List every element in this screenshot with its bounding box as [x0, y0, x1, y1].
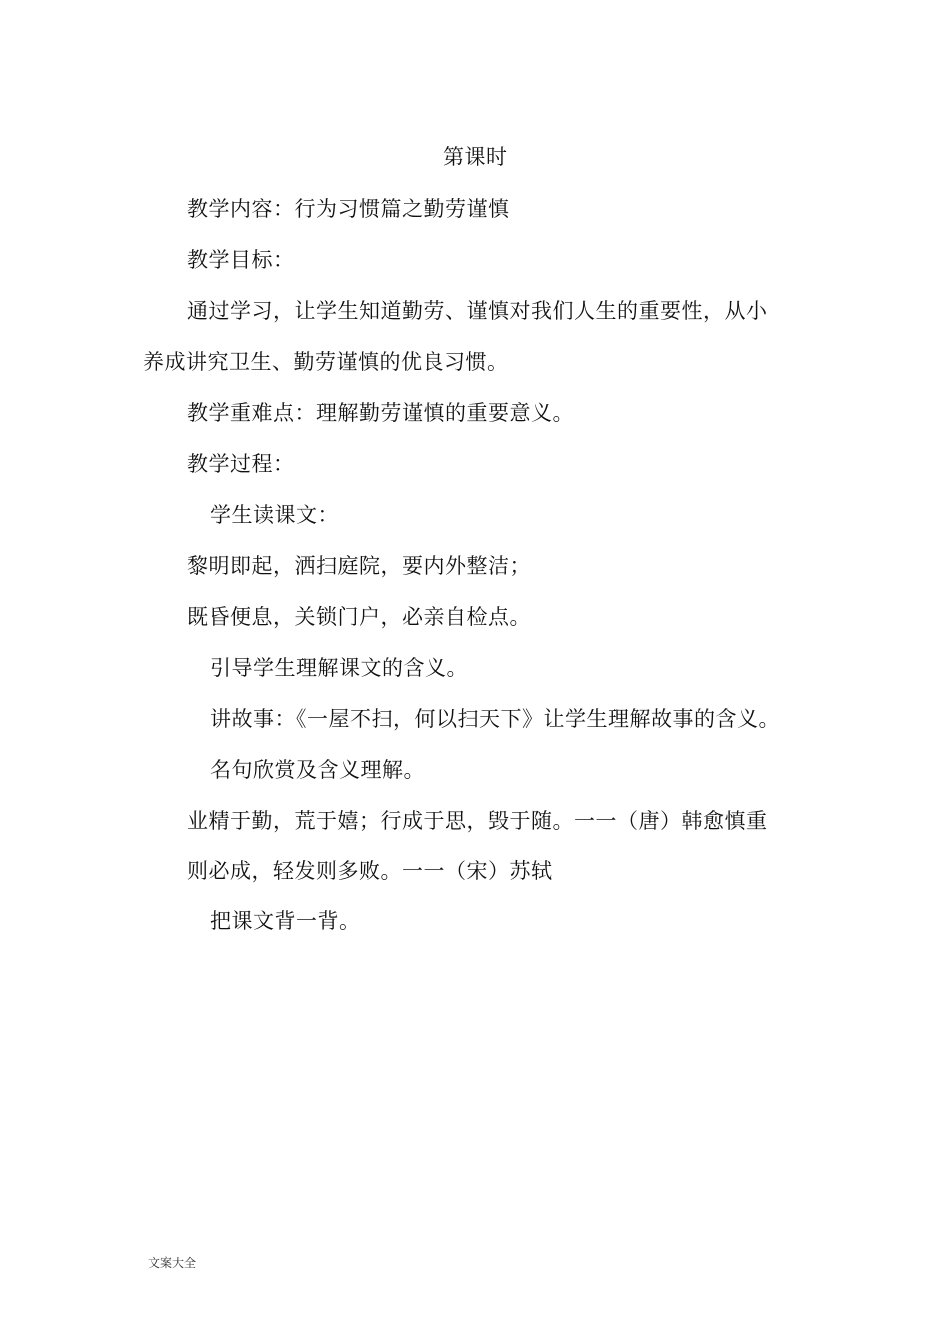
footer-label: 文案大全 — [148, 1256, 197, 1270]
text-verse-1: 黎明即起，洒扫庭院，要内外整洁； — [187, 554, 531, 578]
quote-line-2: 则必成，轻发则多败。一一（宋）苏轼 — [187, 859, 553, 883]
quote-line-1: 业精于勤，荒于嬉；行成于思，毁于随。一一（唐）韩愈慎重 — [187, 809, 768, 833]
recite-line: 把课文背一背。 — [210, 909, 361, 933]
teaching-goal-heading: 教学目标： — [187, 248, 295, 272]
guide-meaning-line: 引导学生理解课文的含义。 — [210, 656, 468, 680]
text-verse-2: 既昏便息，关锁门户，必亲自检点。 — [187, 605, 531, 629]
document-title: 第课时 — [443, 145, 508, 169]
teaching-goal-line-2: 养成讲究卫生、勤劳谨慎的优良习惯。 — [143, 350, 509, 374]
key-points-line: 教学重难点：理解勤劳谨慎的重要意义。 — [187, 401, 574, 425]
quotes-heading: 名句欣赏及含义理解。 — [210, 758, 425, 782]
process-heading: 教学过程： — [187, 452, 295, 476]
story-line: 讲故事：《一屋不扫，何以扫天下》让学生理解故事的含义。 — [210, 707, 780, 731]
read-text-heading: 学生读课文： — [210, 503, 339, 527]
teaching-content-line: 教学内容：行为习惯篇之勤劳谨慎 — [187, 197, 510, 221]
teaching-goal-line-1: 通过学习，让学生知道勤劳、谨慎对我们人生的重要性，从小 — [187, 299, 768, 323]
